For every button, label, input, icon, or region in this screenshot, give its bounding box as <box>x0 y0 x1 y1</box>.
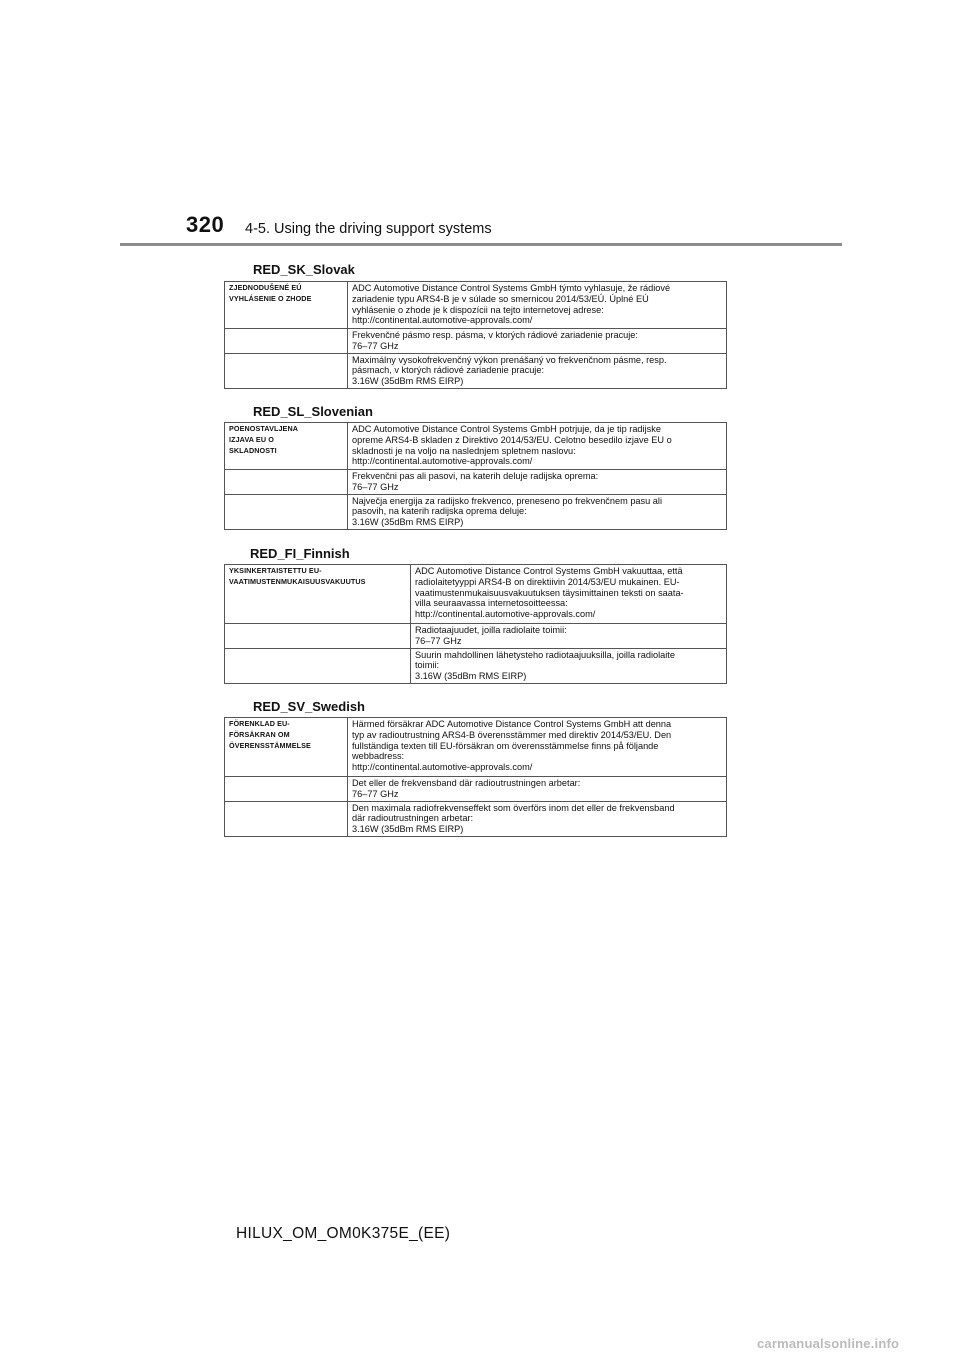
text-line: Frekvenčni pas ali pasovi, na katerih deluje radijska oprema: <box>352 471 599 481</box>
table-row <box>225 470 727 495</box>
label-line: POENOSTAVLJENA <box>229 424 299 433</box>
text-line: Maximálny vysokofrekvenčný výkon prenášaný vo frekvenčnom pásme, resp. <box>352 354 667 365</box>
table-row <box>225 718 727 777</box>
max-power-text <box>411 648 727 683</box>
table-row <box>225 777 727 802</box>
label-line: SKLADNOSTI <box>229 445 277 455</box>
text-line: vaatimustenmukaisuusvakuutuksen täysimittainen teksti on saata- <box>415 587 684 598</box>
declaration-text <box>348 423 727 470</box>
label-line: FÖRSÄKRAN OM <box>229 729 290 739</box>
empty-cell <box>225 353 348 388</box>
table-row <box>225 648 727 683</box>
text-line: http://continental.automotive-approvals.com/ <box>352 315 533 326</box>
text-line: 76–77 GHz <box>415 635 462 646</box>
text-line: http://continental.automotive-approvals.com/ <box>415 609 596 620</box>
section-title-swedish: RED_SV_Swedish <box>253 699 365 714</box>
text-line: ADC Automotive Distance Control Systems GmbH týmto vyhlasuje, že rádiové <box>352 283 671 293</box>
label-line: ZJEDNODUŠENÉ EÚ <box>229 283 302 292</box>
text-line: fullständiga texten till EU-försäkran om överensstämmelse finns på följande <box>352 740 659 751</box>
empty-cell <box>225 624 411 649</box>
document-code: HILUX_OM_OM0K375E_(EE) <box>236 1225 451 1242</box>
text-line: Radiotaajuudet, joilla radiolaite toimii: <box>415 625 567 635</box>
text-line: pásmach, v ktorých rádiové zariadenie pracuje: <box>352 365 545 376</box>
empty-cell <box>225 329 348 354</box>
table-row <box>225 494 727 529</box>
text-line: 3.16W (35dBm RMS EIRP) <box>352 517 464 528</box>
label-line: FÖRENKLAD EU- <box>229 719 290 728</box>
text-line: Frekvenčné pásmo resp. pásma, v ktorých rádiové zariadenie pracuje: <box>352 330 638 340</box>
text-line: Suurin mahdollinen lähetysteho radiotaajuuksilla, joilla radiolaite <box>415 649 675 660</box>
text-line: 3.16W (35dBm RMS EIRP) <box>352 824 464 835</box>
text-line: Največja energija za radijsko frekvenco, preneseno po frekvenčnem pasu ali <box>352 495 662 506</box>
declaration-table-finnish <box>224 564 727 684</box>
watermark-text: carmanualsonline.info <box>757 1336 900 1351</box>
text-line: http://continental.automotive-approvals.com/ <box>352 456 533 467</box>
text-line: ADC Automotive Distance Control Systems GmbH vakuuttaa, että <box>415 566 683 576</box>
empty-cell <box>225 494 348 529</box>
declaration-table-slovak <box>224 281 727 389</box>
page-header <box>0 0 960 250</box>
declaration-text <box>411 565 727 624</box>
text-line: typ av radioutrustning ARS4-B överensstämmer med direktiv 2014/53/EU. Den <box>352 729 672 740</box>
text-line: pasovih, na katerih radijska oprema deluje: <box>352 506 527 517</box>
text-line: 3.16W (35dBm RMS EIRP) <box>352 376 464 387</box>
text-line: Den maximala radiofrekvenseffekt som överförs inom det eller de frekvensband <box>352 802 675 813</box>
text-line: villa seuraavassa internetosoitteessa: <box>415 598 568 609</box>
frequency-band-text <box>348 777 727 802</box>
frequency-band-text <box>348 470 727 495</box>
declaration-text <box>348 282 727 329</box>
text-line: 76–77 GHz <box>352 788 399 799</box>
section-title-finnish: RED_FI_Finnish <box>250 546 350 561</box>
text-line: Det eller de frekvensband där radioutrustningen arbetar: <box>352 778 581 788</box>
label-line: IZJAVA EU O <box>229 434 274 444</box>
text-line: toimii: <box>415 660 439 671</box>
text-line: vyhlásenie o zhode je k dispozícii na tejto internetovej adrese: <box>352 304 604 315</box>
declaration-label <box>225 718 348 777</box>
empty-cell <box>225 801 348 836</box>
label-line: VAATIMUSTENMUKAISUUSVAKUUTUS <box>229 576 366 586</box>
table-row <box>225 423 727 470</box>
declaration-label <box>225 423 348 470</box>
max-power-text <box>348 353 727 388</box>
text-line: skladnosti je na voljo na naslednjem spletnem naslovu: <box>352 445 576 456</box>
declaration-table-swedish <box>224 717 727 837</box>
text-line: webbadress: <box>352 751 405 762</box>
table-row <box>225 565 727 624</box>
text-line: opreme ARS4-B skladen z Direktivo 2014/53/EU. Celotno besedilo izjave EU o <box>352 434 672 445</box>
text-line: 76–77 GHz <box>352 481 399 492</box>
label-line: VYHLÁSENIE O ZHODE <box>229 293 312 303</box>
empty-cell <box>225 648 411 683</box>
label-line: YKSINKERTAISTETTU EU- <box>229 566 322 575</box>
table-row <box>225 624 727 649</box>
empty-cell <box>225 777 348 802</box>
page-number: 320 <box>186 212 225 237</box>
max-power-text <box>348 494 727 529</box>
text-line: http://continental.automotive-approvals.com/ <box>352 762 533 773</box>
table-row <box>225 353 727 388</box>
max-power-text <box>348 801 727 836</box>
declaration-label <box>225 282 348 329</box>
text-line: 76–77 GHz <box>352 340 399 351</box>
label-line: ÖVERENSSTÄMMELSE <box>229 740 311 750</box>
frequency-band-text <box>348 329 727 354</box>
table-row <box>225 329 727 354</box>
text-line: 3.16W (35dBm RMS EIRP) <box>415 671 527 682</box>
text-line: zariadenie typu ARS4-B je v súlade so smernicou 2014/53/EÚ. Úplné EÚ <box>352 293 649 304</box>
text-line: Härmed försäkrar ADC Automotive Distance Control Systems GmbH att denna <box>352 719 672 729</box>
header-rule <box>120 243 842 246</box>
chapter-title: 4-5. Using the driving support systems <box>245 221 492 237</box>
declaration-table-slovenian <box>224 422 727 530</box>
text-line: ADC Automotive Distance Control Systems GmbH potrjuje, da je tip radijske <box>352 424 661 434</box>
empty-cell <box>225 470 348 495</box>
declaration-text <box>348 718 727 777</box>
frequency-band-text <box>411 624 727 649</box>
table-row <box>225 282 727 329</box>
table-row <box>225 801 727 836</box>
text-line: där radioutrustningen arbetar: <box>352 813 474 824</box>
section-title-slovak: RED_SK_Slovak <box>253 262 355 277</box>
text-line: radiolaitetyyppi ARS4-B on direktiivin 2014/53/EU mukainen. EU- <box>415 576 680 587</box>
declaration-label <box>225 565 411 624</box>
section-title-slovenian: RED_SL_Slovenian <box>253 404 373 419</box>
